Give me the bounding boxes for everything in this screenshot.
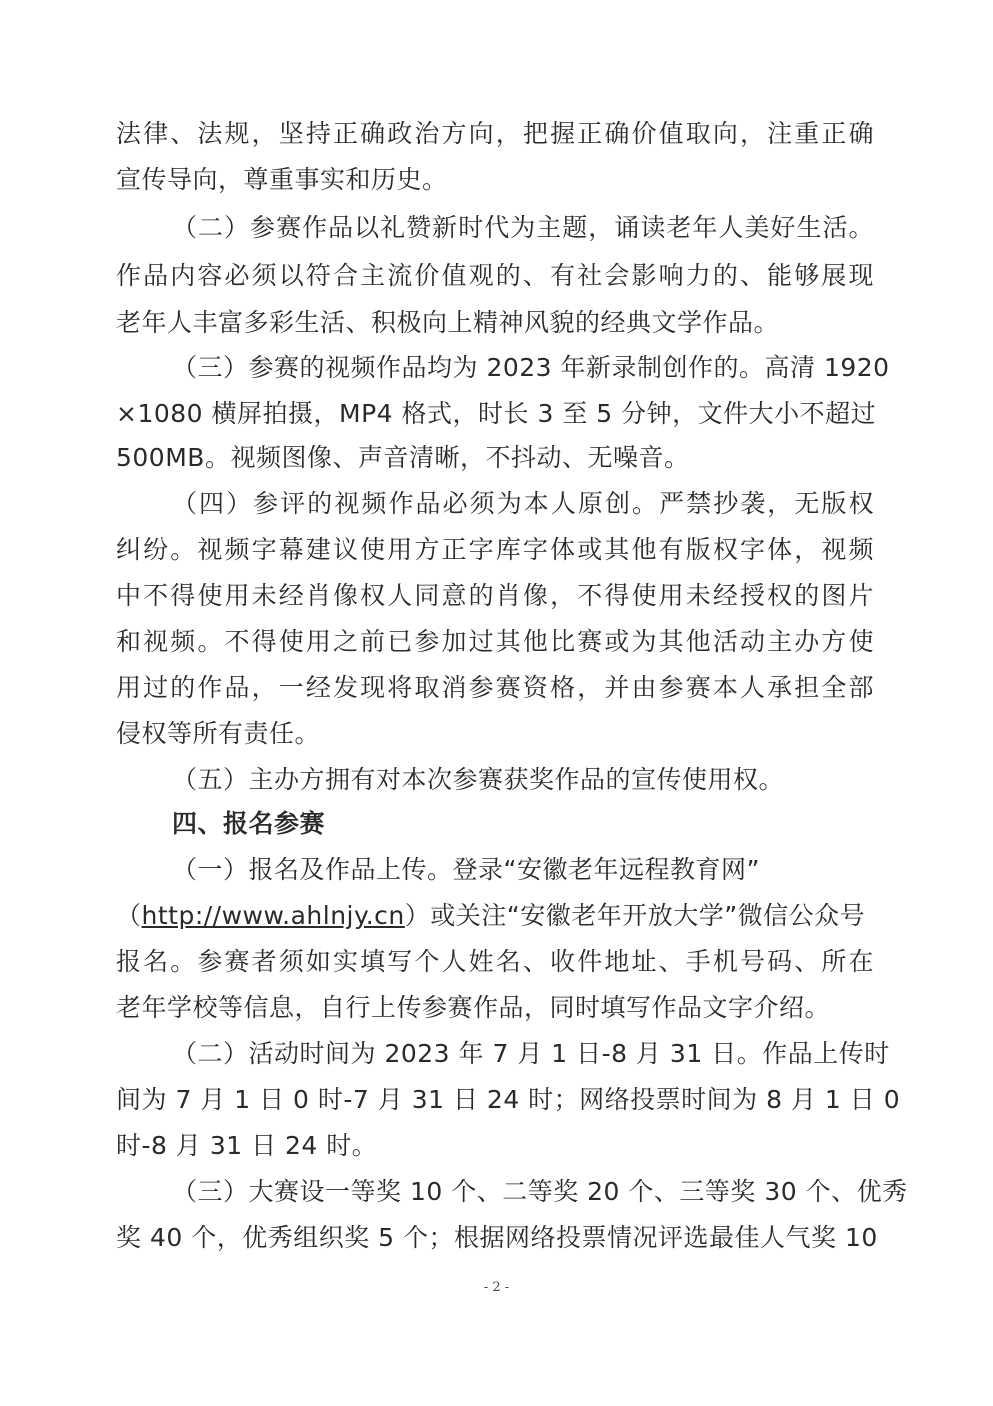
paragraph-line: 法律、法规，坚持正确政治方向，把握正确价值取向，注重正确 [116, 119, 874, 148]
paragraph-line: 和视频。不得使用之前已参加过其他比赛或为其他活动主办方使 [116, 627, 874, 656]
paragraph-line: 侵权等所有责任。 [116, 719, 321, 748]
paragraph-line: （三）大赛设一等奖 10 个、二等奖 20 个、三等奖 30 个、优秀 [172, 1177, 908, 1206]
paragraph-line: 用过的作品，一经发现将取消参赛资格，并由参赛本人承担全部 [116, 673, 874, 702]
paragraph-line: 间为 7 月 1 日 0 时-7 月 31 日 24 时；网络投票时间为 8 月 1 日 0 [116, 1085, 901, 1114]
paragraph-line: 作品内容必须以符合主流价值观的、有社会影响力的、能够展现 [116, 261, 874, 290]
paragraph-line: 中不得使用未经肖像权人同意的肖像，不得使用未经授权的图片 [116, 581, 874, 610]
paragraph-line: 报名。参赛者须如实填写个人姓名、收件地址、手机号码、所在 [116, 947, 874, 976]
paragraph-line: （五）主办方拥有对本次参赛获奖作品的宣传使用权。 [172, 765, 785, 794]
paragraph-line: ×1080 横屏拍摄，MP4 格式，时长 3 至 5 分钟，文件大小不超过 [116, 399, 877, 428]
paragraph-line: 老年学校等信息，自行上传参赛作品，同时填写作品文字介绍。 [116, 993, 831, 1022]
paragraph-line: 宣传导向，尊重事实和历史。 [116, 165, 448, 194]
paragraph-line: 老年人丰富多彩生活、积极向上精神风貌的经典文学作品。 [116, 308, 780, 337]
paragraph-line: 500MB。视频图像、声音清晰，不抖动、无噪音。 [116, 443, 690, 472]
paragraph-line: 纠纷。视频字幕建议使用方正字库字体或其他有版权字体，视频 [116, 535, 874, 564]
paragraph-line: （二）活动时间为 2023 年 7 月 1 日-8 月 31 日。作品上传时 [172, 1039, 890, 1068]
page-number: - 2 - [483, 1280, 510, 1295]
paragraph-line: （三）参赛的视频作品均为 2023 年新录制创作的。高清 1920 [172, 353, 890, 382]
paragraph-line: （一）报名及作品上传。登录“安徽老年远程教育网” [172, 855, 760, 884]
paragraph-text: ）或关注“安徽老年开放大学”微信公众号 [404, 901, 866, 930]
paragraph-line-with-link [116, 900, 874, 932]
paragraph-line: 时-8 月 31 日 24 时。 [116, 1131, 378, 1160]
website-link[interactable]: http://www.ahlnjy.cn [141, 901, 405, 930]
open-paren: （ [116, 901, 142, 930]
paragraph-line: 奖 40 个，优秀组织奖 5 个；根据网络投票情况评选最佳人气奖 10 [116, 1223, 878, 1252]
section-heading: 四、报名参赛 [172, 809, 326, 838]
paragraph-line: （二）参赛作品以礼赞新时代为主题，诵读老年人美好生活。 [172, 213, 874, 242]
paragraph-line: （四）参评的视频作品必须为本人原创。严禁抄袭，无版权 [172, 489, 874, 518]
